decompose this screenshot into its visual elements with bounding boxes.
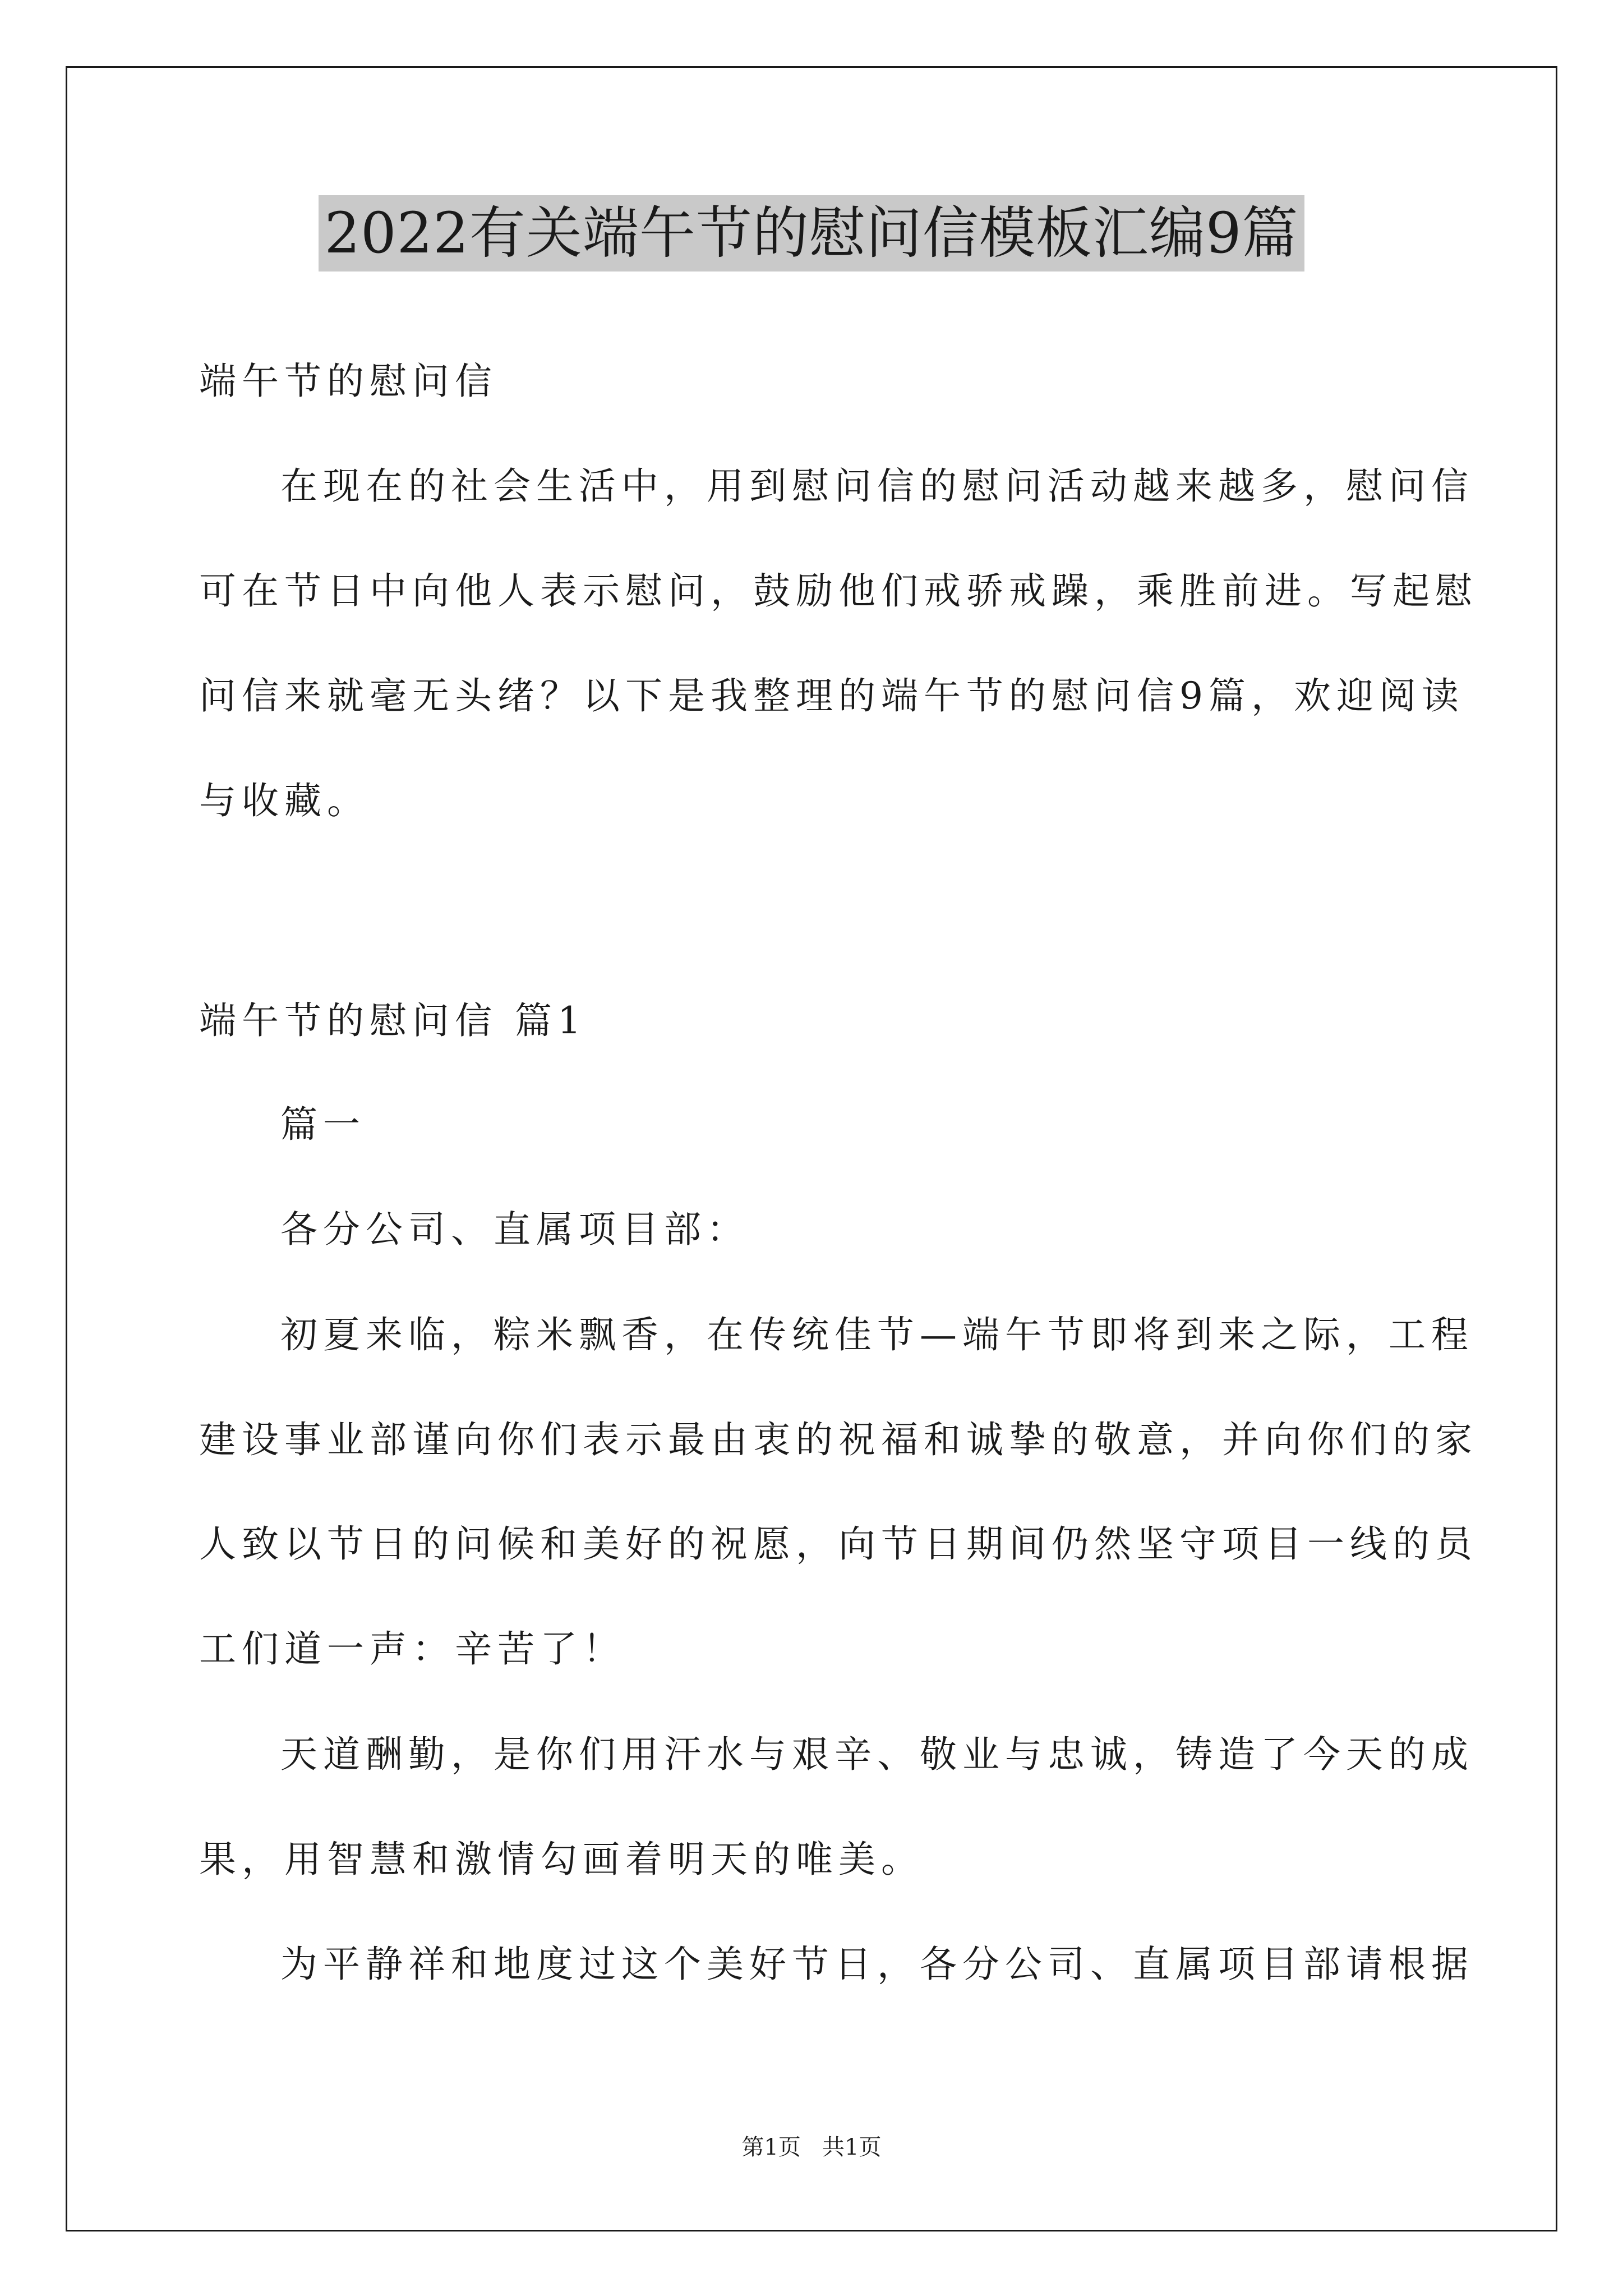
intro-heading: 端午节的慰问信 [199, 360, 497, 403]
paragraph1-line-1: 初夏来临，粽米飘香，在传统佳节—端午节即将到来之际，工程 [280, 1313, 1474, 1356]
section-heading: 端午节的慰问信 篇1 [199, 999, 587, 1042]
page-footer: 第1页 共1页 [741, 2134, 882, 2160]
paragraph1-line-3: 人致以节日的问候和美好的祝愿，向节日期间仍然坚守项目一线的员 [199, 1522, 1478, 1566]
intro-line-2: 可在节日中向他人表示慰问，鼓励他们戒骄戒躁，乘胜前进。写起慰 [199, 569, 1478, 613]
title-container [0, 195, 1623, 272]
paragraph1-line-4: 工们道一声：辛苦了！ [199, 1627, 625, 1671]
salutation: 各分公司、直属项目部： [280, 1208, 749, 1251]
document-title: 2022有关端午节的慰问信模板汇编9篇 [319, 195, 1304, 272]
paragraph2-line-1: 天道酬勤，是你们用汗水与艰辛、敬业与忠诚，铸造了今天的成 [280, 1733, 1474, 1776]
paragraph3-line-1: 为平静祥和地度过这个美好节日，各分公司、直属项目部请根据 [280, 1943, 1474, 1986]
intro-line-3: 问信来就毫无头绪？以下是我整理的端午节的慰问信9篇，欢迎阅读 [199, 674, 1464, 717]
paragraph1-line-2: 建设事业部谨向你们表示最由衷的祝福和诚挚的敬意，并向你们的家 [199, 1418, 1478, 1461]
intro-line-1: 在现在的社会生活中，用到慰问信的慰问活动越来越多，慰问信 [280, 464, 1474, 508]
intro-line-4: 与收藏。 [199, 779, 370, 822]
paragraph2-line-2: 果，用智慧和激情勾画着明天的唯美。 [199, 1838, 924, 1881]
sub-heading: 篇一 [280, 1103, 366, 1146]
